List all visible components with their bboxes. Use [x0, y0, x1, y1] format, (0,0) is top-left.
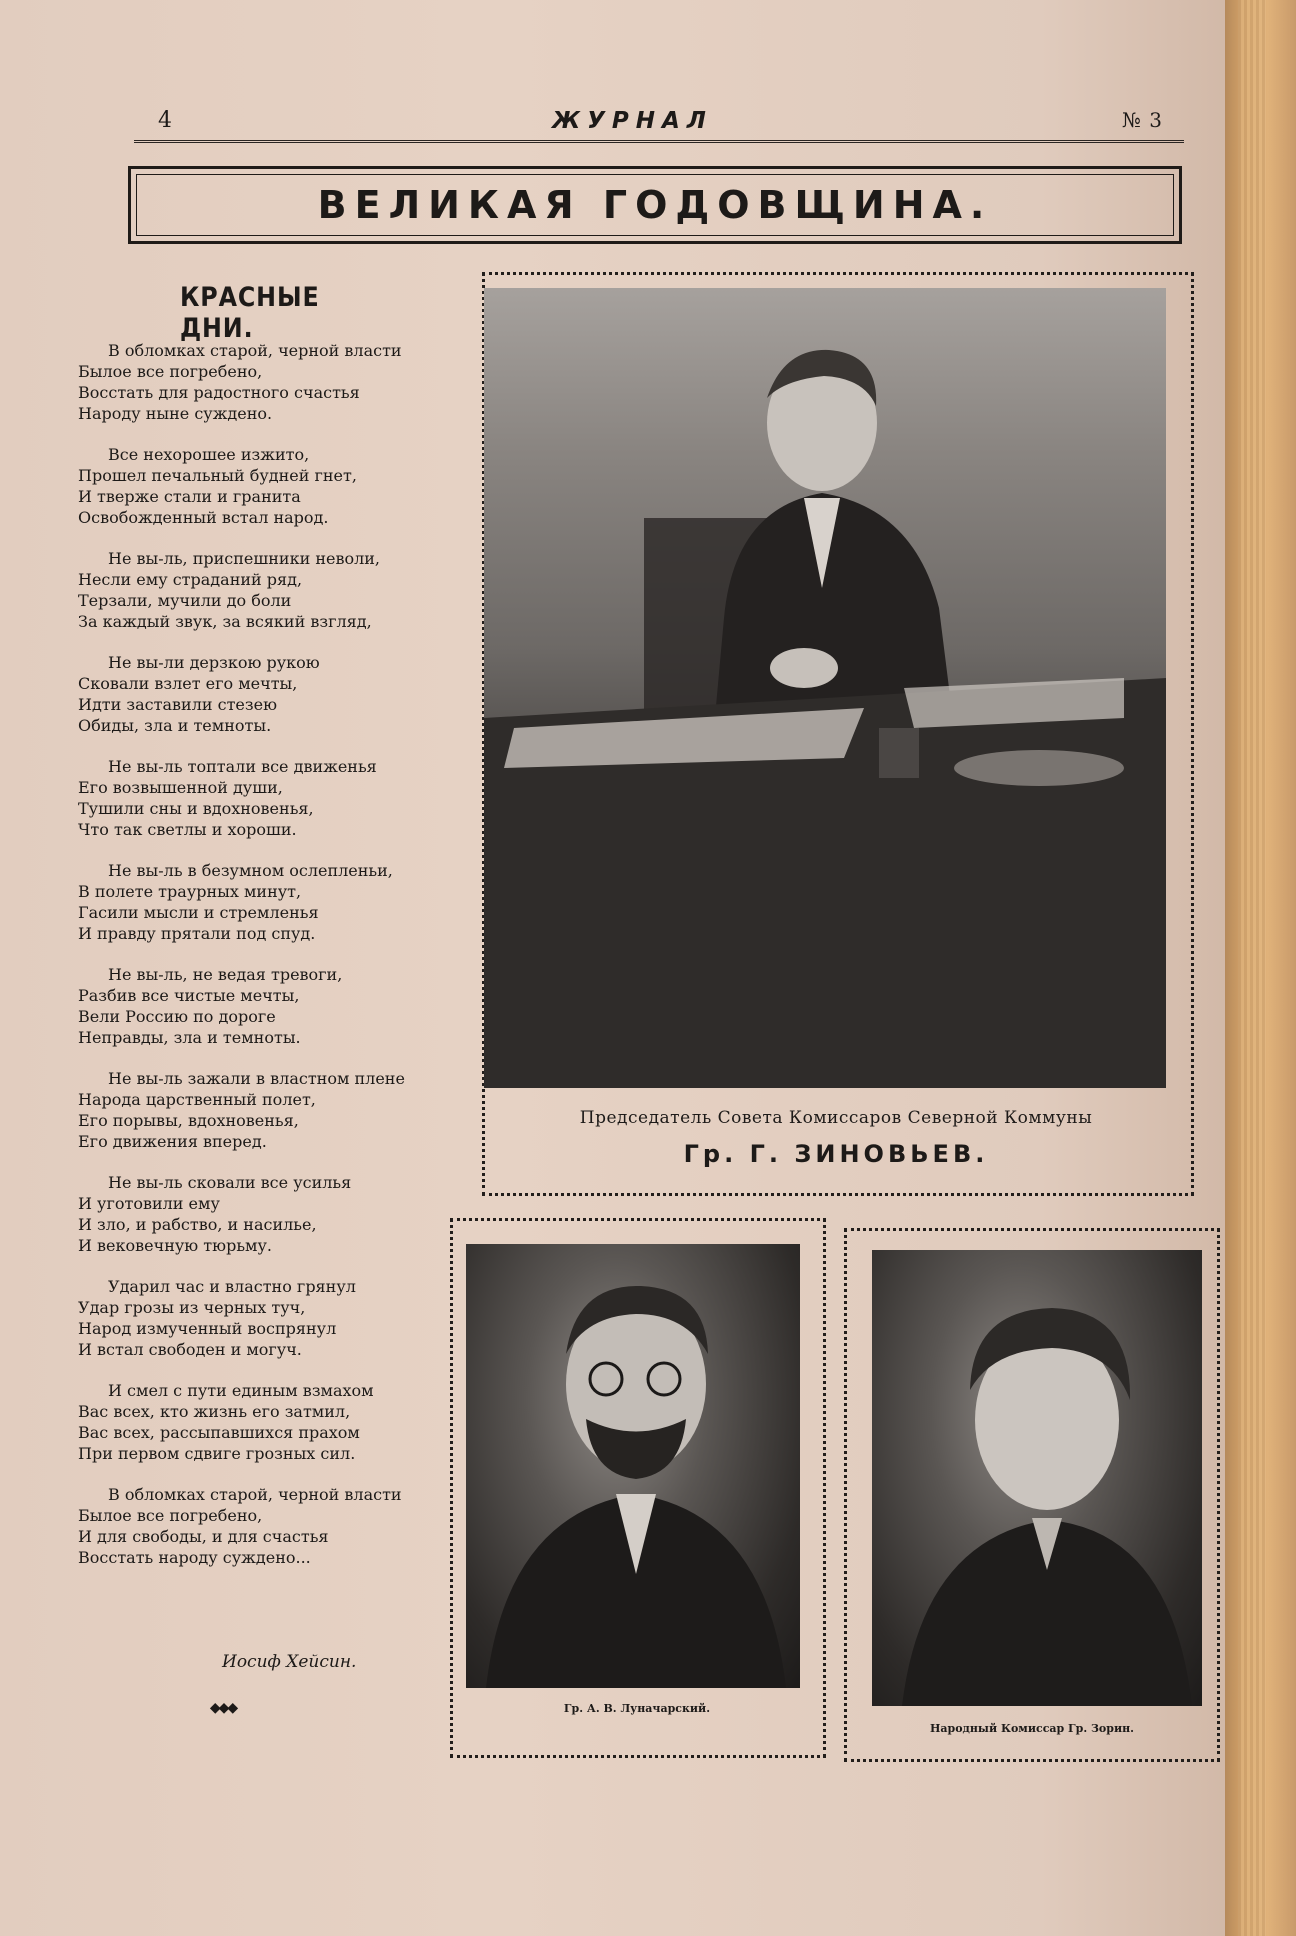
portrait-figure-icon [466, 1244, 800, 1688]
poem-stanza [78, 860, 468, 944]
headline: ВЕЛИКАЯ ГОДОВЩИНА. [317, 183, 993, 227]
poem-line: Не вы-ль сковали все усилья [108, 1173, 352, 1192]
page-number: 4 [158, 108, 173, 133]
poem-line: Не вы-ль, приспешники неволи, [108, 549, 381, 568]
poem-stanza [78, 652, 468, 736]
poem-line: При первом сдвиге грозных сил. [78, 1444, 356, 1463]
poem-line: Не вы-ль зажали в властном плене [108, 1069, 405, 1088]
poem-stanza [78, 1380, 468, 1464]
poem-stanza [78, 1172, 468, 1256]
poem-line: Не вы-ль в безумном ослепленьи, [108, 861, 393, 880]
poem-line: В обломках старой, черной власти [108, 341, 402, 360]
main-photo-caption: Председатель Совета Комиссаров Северной Коммуны [579, 1108, 1093, 1128]
poem-line: Гасили мысли и стремленья [78, 903, 319, 922]
poem-line: Былое все погребено, [78, 362, 263, 381]
poem-line: Вас всех, рассыпавшихся прахом [78, 1423, 360, 1442]
poem-line: Вас всех, кто жизнь его затмил, [78, 1402, 351, 1421]
poem-line: Обиды, зла и темноты. [78, 716, 272, 735]
poem-stanza [78, 548, 468, 632]
poem-line: Идти заставили стезею [78, 695, 278, 714]
poem-line: И для свободы, и для счастья [78, 1527, 329, 1546]
header-rule [134, 140, 1184, 143]
poem-line: Народу ныне суждено. [78, 404, 273, 423]
poem-line: Прошел печальный будней гнет, [78, 466, 357, 485]
poem-stanza [78, 756, 468, 840]
poem-author: Иосиф Хейсин. [222, 1652, 357, 1672]
poem-line: Неправды, зла и темноты. [78, 1028, 301, 1047]
poem-line: В обломках старой, черной власти [108, 1485, 402, 1504]
right-portrait-photo [872, 1250, 1202, 1706]
poem-stanza [78, 1068, 468, 1152]
right-photo-caption: Народный Комиссар Гр. Зорин. [930, 1722, 1134, 1735]
poem-line: За каждый звук, за всякий взгляд, [78, 612, 372, 631]
poem-stanza [78, 1276, 468, 1360]
main-photo-name: Гр. Г. ЗИНОВЬЕВ. [683, 1140, 989, 1168]
poem-line: Сковали взлет его мечты, [78, 674, 298, 693]
ornament-icon: ◆◆◆ [209, 1700, 237, 1716]
poem-stanza [78, 340, 468, 424]
poem-stanza [78, 444, 468, 528]
poem-line: Не вы-ль, не ведая тревоги, [108, 965, 343, 984]
poem-line: Тушили сны и вдохновенья, [78, 799, 314, 818]
poem-line: И встал свободен и могуч. [78, 1340, 302, 1359]
poem-stanza [78, 964, 468, 1048]
poem-title: КРАСНЫЕ ДНИ. [180, 282, 320, 344]
poem-line: И смел с пути единым взмахом [108, 1381, 374, 1400]
portrait-figure-icon [872, 1250, 1202, 1706]
poem-line: Что так светлы и хороши. [78, 820, 297, 839]
poem-line: И уготовили ему [78, 1194, 220, 1213]
main-portrait-photo [484, 288, 1166, 1088]
left-photo-caption: Гр. А. В. Луначарский. [563, 1702, 711, 1715]
poem-line: Не вы-ль топтали все движенья [108, 757, 377, 776]
poem-line: Освобожденный встал народ. [78, 508, 329, 527]
poem-line: И зло, и рабство, и насилье, [78, 1215, 317, 1234]
poem-line: В полете траурных минут, [78, 882, 302, 901]
poem-line: Разбив все чистые мечты, [78, 986, 300, 1005]
book-page-edges-texture [1238, 0, 1266, 1936]
poem-line: Несли ему страданий ряд, [78, 570, 303, 589]
poem-line: Ударил час и властно грянул [108, 1277, 356, 1296]
journal-title: ЖУРНАЛ [552, 108, 713, 134]
poem-line: Восстать для радостного счастья [78, 383, 360, 402]
poem-line: Народа царственный полет, [78, 1090, 316, 1109]
portrait-figure-icon [484, 288, 1166, 1088]
poem-line: Его порывы, вдохновенья, [78, 1111, 299, 1130]
poem-line: Былое все погребено, [78, 1506, 263, 1525]
poem-line: Вели Россию по дороге [78, 1007, 276, 1026]
poem-line: Терзали, мучили до боли [78, 591, 292, 610]
left-portrait-photo [466, 1244, 800, 1688]
poem-line: Все нехорошее изжито, [108, 445, 310, 464]
issue-number: № 3 [1122, 108, 1164, 132]
poem-line: Не вы-ли дерзкою рукою [108, 653, 320, 672]
poem-line: Удар грозы из черных туч, [78, 1298, 306, 1317]
poem-line: И тверже стали и гранита [78, 487, 301, 506]
poem-line: Восстать народу суждено... [78, 1548, 311, 1567]
poem-stanza [78, 1484, 468, 1568]
poem-line: И правду прятали под спуд. [78, 924, 316, 943]
poem-line: Народ измученный воспрянул [78, 1319, 337, 1338]
poem-line: И вековечную тюрьму. [78, 1236, 272, 1255]
poem-line: Его возвышенной души, [78, 778, 283, 797]
poem-body [78, 340, 468, 1588]
poem-line: Его движения вперед. [78, 1132, 267, 1151]
headline-box [128, 166, 1182, 244]
